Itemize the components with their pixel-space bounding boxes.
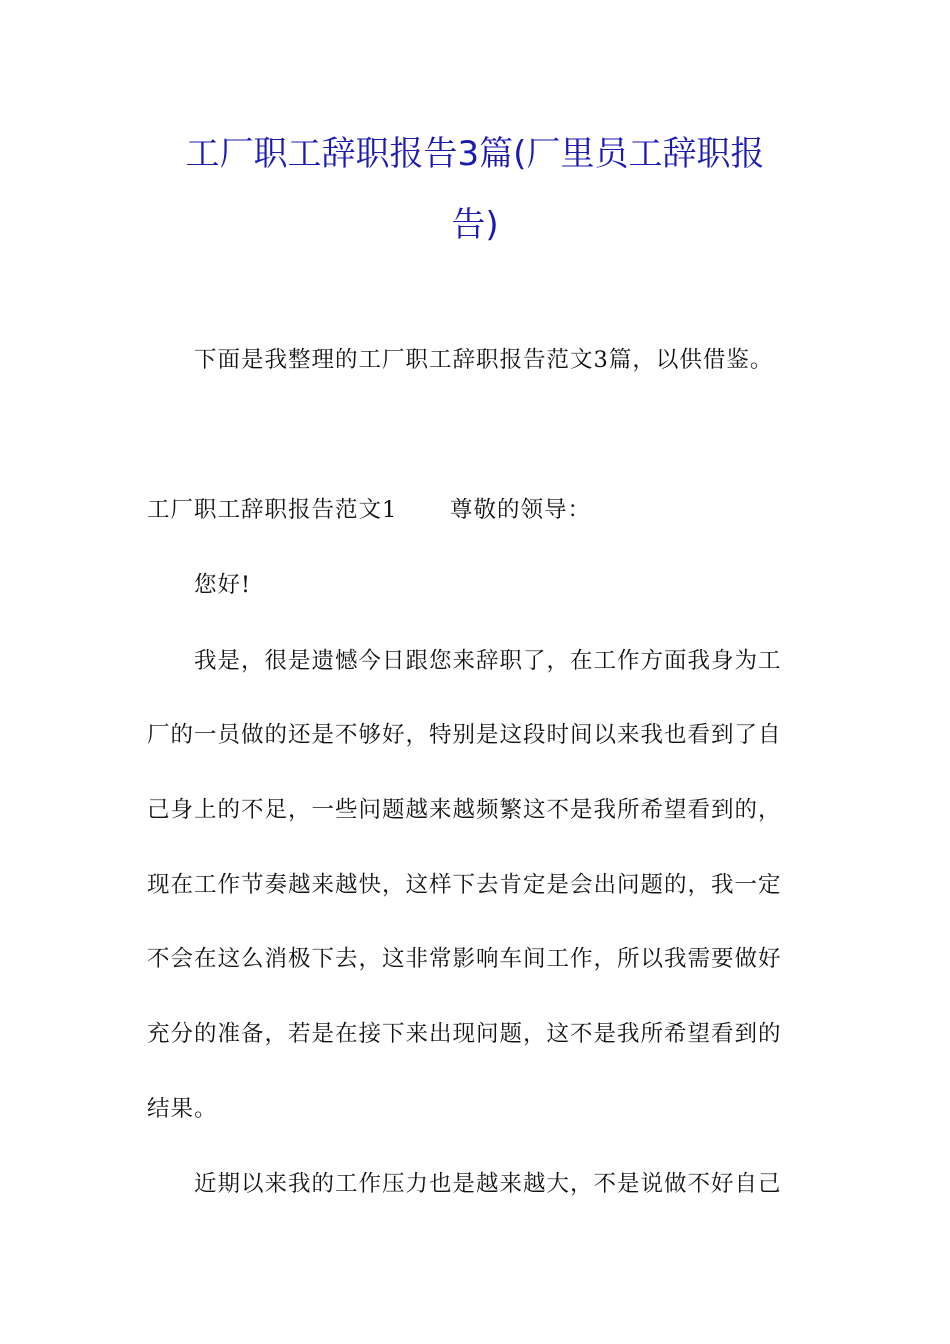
salutation: 尊敬的领导： — [450, 497, 592, 523]
document-title-line-1: 工厂职工辞职报告3篇(厂里员工辞职报 — [185, 134, 765, 174]
section-heading: 工厂职工辞职报告范文1 — [147, 497, 398, 523]
document-title-line-2: 告) — [451, 205, 499, 245]
paragraph-line: 我是，很是遗憾今日跟您来辞职了，在工作方面我身为工 — [194, 648, 782, 674]
paragraph-line: 己身上的不足，一些问题越来越频繁这不是我所希望看到的， — [147, 797, 782, 823]
paragraph-line: 结果。 — [147, 1096, 218, 1122]
intro-text: 下面是我整理的工厂职工辞职报告范文3篇，以供借鉴。 — [194, 347, 774, 373]
paragraph-line: 近期以来我的工作压力也是越来越大，不是说做不好自己 — [194, 1171, 782, 1197]
paragraph-line: 现在工作节奏越来越快，这样下去肯定是会出问题的，我一定 — [147, 872, 782, 898]
greeting: 您好! — [194, 572, 252, 598]
paragraph-line: 不会在这么消极下去，这非常影响车间工作，所以我需要做好 — [147, 946, 782, 972]
paragraph-line: 充分的准备，若是在接下来出现问题，这不是我所希望看到的 — [147, 1021, 782, 1047]
paragraph-line: 厂的一员做的还是不够好，特别是这段时间以来我也看到了自 — [147, 722, 782, 748]
